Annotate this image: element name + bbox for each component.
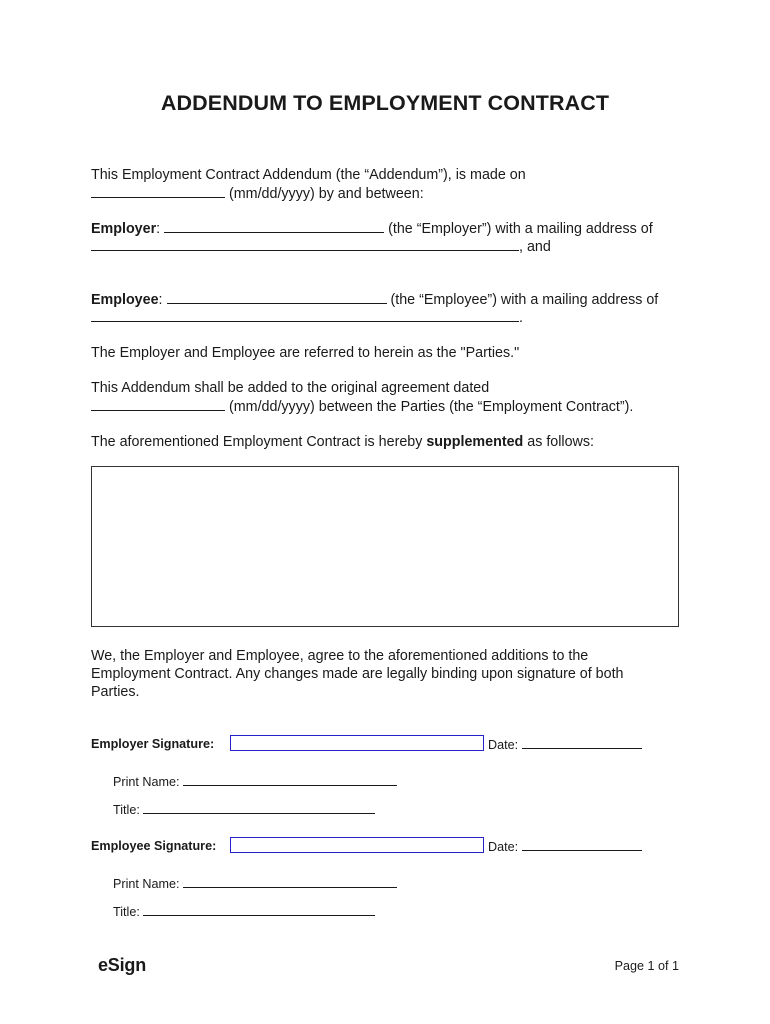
- supplement-line: [91, 433, 594, 451]
- page-number: Page 1 of 1: [614, 959, 679, 973]
- intro-line-2: [91, 184, 424, 203]
- original-date-blank[interactable]: [91, 397, 225, 411]
- employee-signature-field[interactable]: [230, 837, 484, 853]
- employer-date-blank[interactable]: [522, 737, 642, 749]
- employer-print-name-label: Print Name:: [113, 775, 180, 789]
- agreement-line-1: We, the Employer and Employee, agree to the aforementioned additions to the: [91, 648, 589, 664]
- employee-end: .: [519, 310, 523, 326]
- agreement-line-2: Employment Contract. Any changes made are legally binding upon signature of both: [91, 666, 624, 682]
- date-blank[interactable]: [91, 184, 225, 198]
- employer-date: [488, 737, 642, 752]
- employee-address-line: [91, 308, 523, 327]
- employer-print-name-blank[interactable]: [183, 774, 397, 786]
- parties-text: The Employer and Employee are referred to herein as the "Parties.": [91, 345, 520, 361]
- employer-name-blank[interactable]: [164, 219, 384, 233]
- esign-logo: eSign: [98, 955, 147, 975]
- employee-title-blank[interactable]: [143, 904, 375, 916]
- employer-label: Employer: [91, 221, 157, 237]
- employer-line: Employer: (the “Employer”) with a mailing address of: [91, 221, 653, 237]
- supplement-after: as follows:: [523, 434, 594, 450]
- employee-date-label: Date:: [488, 840, 519, 854]
- employee-line: Employee: (the “Employee”) with a mailing address of: [91, 292, 659, 308]
- supplement-text-box[interactable]: [91, 466, 679, 627]
- employer-signature-field[interactable]: [230, 735, 484, 751]
- employee-date-blank[interactable]: [522, 839, 642, 851]
- employee-print-name-label: Print Name:: [113, 877, 180, 891]
- supplement-before: The aforementioned Employment Contract is hereby: [91, 434, 427, 450]
- employer-date-label: Date:: [488, 738, 519, 752]
- employee-after: (the “Employee”) with a mailing address of: [390, 292, 659, 308]
- original-line-2: [91, 397, 633, 416]
- original-line-1: This Addendum shall be added to the original agreement dated: [91, 380, 490, 396]
- employer-signature-label: Employer Signature:: [91, 737, 215, 751]
- employee-name-blank[interactable]: [167, 290, 387, 304]
- employer-end: , and: [519, 239, 551, 255]
- employee-signature-label: Employee Signature:: [91, 839, 217, 853]
- employee-print-name-blank[interactable]: [183, 876, 397, 888]
- employee-title-label: Title:: [113, 905, 140, 919]
- original-line-2-text: (mm/dd/yyyy) between the Parties (the “Employment Contract”).: [228, 399, 634, 415]
- document-title: ADDENDUM TO EMPLOYMENT CONTRACT: [160, 91, 610, 115]
- employer-print-name: [113, 774, 397, 789]
- employee-print-name: [113, 876, 397, 891]
- employer-title-label: Title:: [113, 803, 140, 817]
- employer-address-blank[interactable]: [91, 237, 519, 251]
- employer-title: [113, 802, 375, 817]
- employer-title-blank[interactable]: [143, 802, 375, 814]
- intro-line-2-text: (mm/dd/yyyy) by and between:: [228, 186, 424, 202]
- employee-address-blank[interactable]: [91, 308, 519, 322]
- employer-after: (the “Employer”) with a mailing address of: [388, 221, 653, 237]
- intro-line-1: This Employment Contract Addendum (the “Addendum”), is made on: [91, 167, 526, 183]
- agreement-line-3: Parties.: [91, 684, 140, 700]
- employee-label: Employee: [91, 292, 159, 308]
- employee-date: [488, 839, 642, 854]
- employer-address-line: [91, 237, 551, 256]
- employee-title: [113, 904, 375, 919]
- supplement-bold: supplemented: [426, 434, 524, 450]
